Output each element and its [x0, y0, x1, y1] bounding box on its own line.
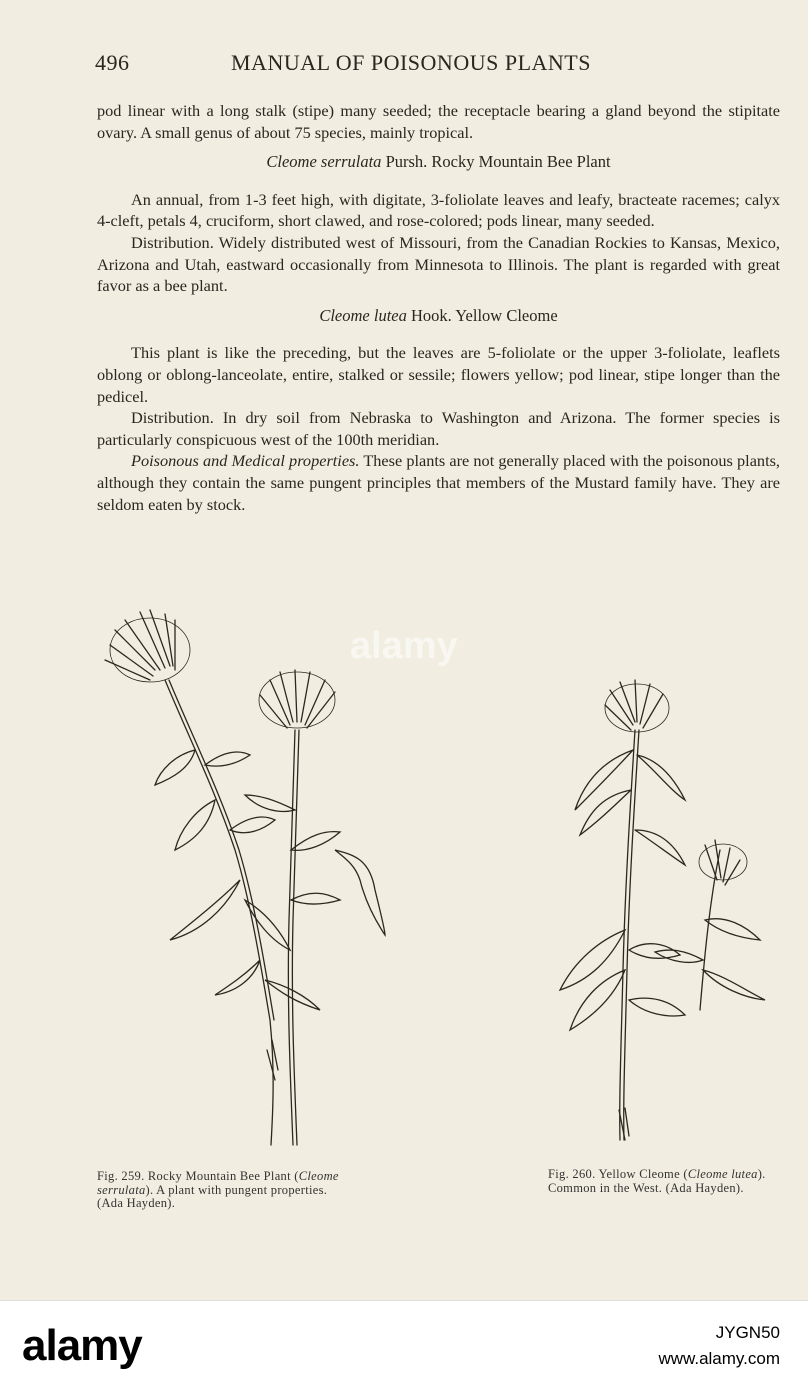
- paragraph-lutea-description: This plant is like the preceding, but the leaves are 5-foliolate or the upper 3-foliolate, leaflets oblong or oblong-lanceolate, entire, stalked or sessile; flowers yellow; pod linear, stipe longer than the pedicel.: [97, 343, 780, 406]
- figure-260-illustration: [545, 670, 785, 1160]
- page-number: 496: [95, 50, 130, 75]
- body-text: [97, 100, 780, 515]
- section-label: Poisonous and Medical properties.: [131, 451, 360, 471]
- species-heading-lutea: [97, 305, 780, 327]
- watermark: alamy: [350, 625, 458, 667]
- species-heading-serrulata: [97, 151, 780, 173]
- species-name: Cleome lutea: [319, 305, 407, 325]
- caption-text: ). A plant with pungent properties. (Ada Hayden).: [97, 1182, 328, 1210]
- paragraph-lutea-distribution: Distribution. In dry soil from Nebraska to Washington and Arizona. The former species is particularly conspicuous west of the 100th meridian.: [97, 408, 780, 449]
- species-common-name: Hook. Yellow Cleome: [406, 305, 558, 325]
- paragraph-poisonous-properties: [97, 450, 780, 515]
- species-name: Cleome serrulata: [266, 152, 382, 172]
- caption-species: Cleome lutea: [687, 1167, 758, 1181]
- site-url: www.alamy.com: [658, 1349, 780, 1368]
- running-title: MANUAL OF POISONOUS PLANTS: [231, 50, 591, 75]
- figure-260-caption: [548, 1168, 783, 1195]
- stock-footer: [0, 1300, 808, 1391]
- figure-259-caption: [97, 1170, 342, 1211]
- paragraph-genus-description: pod linear with a long stalk (stipe) many seeded; the receptacle bearing a gland beyond the stipitate ovary. A small genus of about 75 species, mainly tropical.: [97, 101, 780, 142]
- image-id: JYGN50: [715, 1323, 780, 1342]
- caption-text: Fig. 259. Rocky Mountain Bee Plant (: [97, 1169, 299, 1183]
- species-common-name: Pursh. Rocky Mountain Bee Plant: [381, 152, 611, 172]
- paragraph-serrulata-distribution: Distribution. Widely distributed west of Missouri, from the Canadian Rockies to Kansas, Mexico, Arizona and Utah, eastward occasionally from Minnesota to Illinois. The plant is regarded with great favor as a bee plant.: [97, 232, 780, 296]
- caption-text: Fig. 260. Yellow Cleome (: [548, 1167, 688, 1181]
- paragraph-serrulata-description: An annual, from 1-3 feet high, with digitate, 3-foliolate leaves and leafy, bracteate racemes; calyx 4-cleft, petals 4, cruciform, short clawed, and rose-colored; pods linear, many seeded.: [97, 189, 780, 231]
- caption-text: ). Common in the West. (Ada Hayden).: [548, 1167, 766, 1195]
- brand-logo: alamy: [22, 1321, 142, 1370]
- figure-259-illustration: [95, 600, 405, 1160]
- caption-species: Cleome serrulata: [97, 1169, 339, 1197]
- section-text: These plants are not generally placed with the poisonous plants, although they contain the same pungent principles that members of the Mustard family have. They are seldom eaten by stock.: [97, 451, 781, 514]
- page-header: [95, 50, 640, 80]
